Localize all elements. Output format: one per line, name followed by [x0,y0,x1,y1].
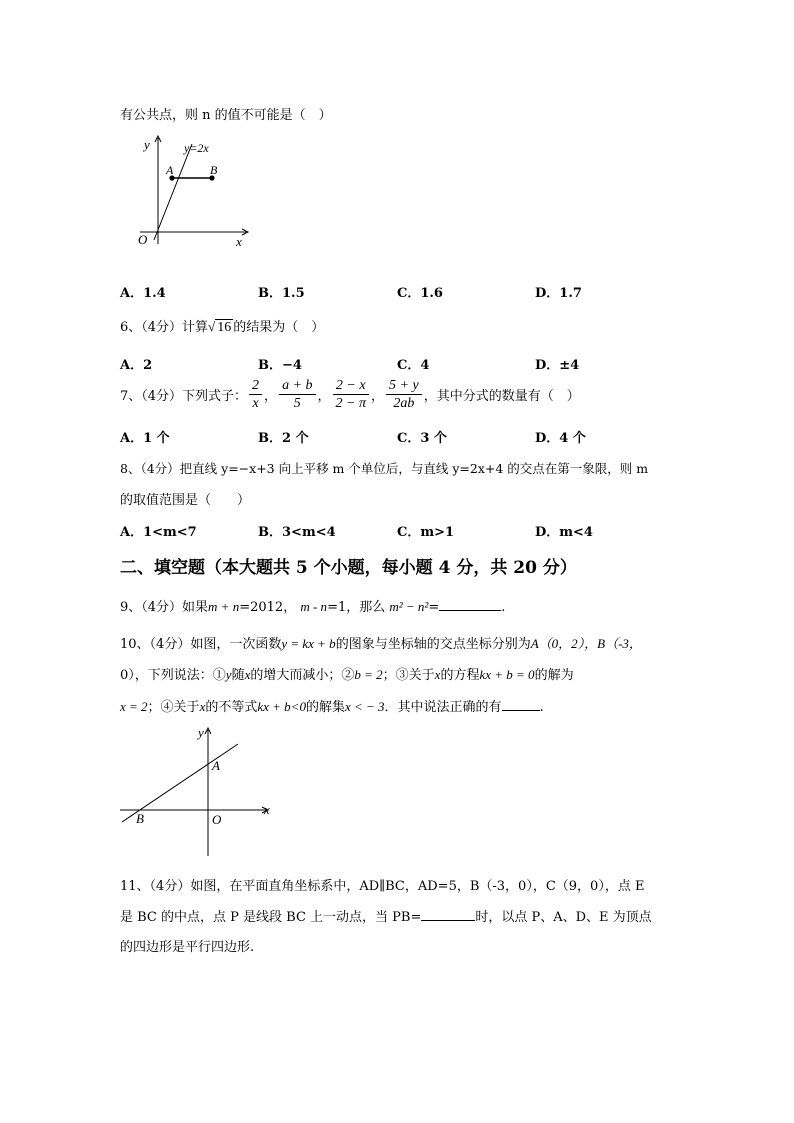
q10-stem-line2: 0），下列说法：①y随x的增大而减小；②b = 2；③关于x的方程kx + b = 0的解为 [120,667,574,683]
q8-stem-line2: 的取值范围是（ ） [120,493,251,508]
q6-option-a[interactable]: A．2 [120,358,153,373]
q7-stem: 7、（4分）下列式子： $\frac{2}{x}$ ， $\frac{a + b}{5}$ ， $\frac{2 - x}{2 - \pi}$ ， $\frac{5 + y}{2ab}$ ，其中分式的数量有（ ） [120,378,580,411]
q5-option-d[interactable]: D．1.7 [535,286,582,301]
q10-point-a-label: A [212,758,220,773]
q5-stem-tail: 有公共点，则 n 的值不可能是（ ） [120,108,332,123]
q8-option-d[interactable]: D．m<4 [535,525,593,540]
q11-stem-line3: 的四边形是平行四边形. [120,940,255,955]
q5-option-a[interactable]: A．1.4 [120,286,166,301]
q7-fraction-3: $\frac{2 - x}{2 - \pi}$ [333,377,369,412]
q10-x-axis-label: x [264,802,270,817]
section-2-heading: 二、填空题（本大题共 5 个小题，每小题 4 分，共 20 分） [120,558,577,578]
q8-option-b[interactable]: B．3<m<4 [258,525,336,540]
q5-origin-label: O [138,232,148,247]
q6-stem: 6、（4分）计算√ 16 的结果为（ ） [120,319,325,335]
q9-stem: 9、（4分）如果m + n=2012， m - n=1，那么 m² − n²= . [120,599,506,615]
q6-option-b[interactable]: B．−4 [258,358,302,373]
q5-option-b[interactable]: B．1.5 [258,286,305,301]
q10-y-axis-label: y [198,725,204,740]
q10-stem-line3: x = 2；④关于x的不等式kx + b<0的解集x < − 3．其中说法正确的有 . [120,699,544,715]
q6-option-c[interactable]: C．4 [397,358,430,373]
q8-stem-line1: 8、（4分）把直线 y=−x+3 向上平移 m 个单位后，与直线 y=2x+4 的交点在第一象限，则 m [120,461,649,476]
q11-stem-line1: 11、（4分）如图，在平面直角坐标系中，AD∥BC，AD=5，B（-3，0），C（9，0），点 E [120,879,645,894]
q5-point-a-label: A [166,163,174,177]
q5-y-axis-label: y [144,137,150,152]
q9-answer-blank[interactable] [439,598,501,611]
q7-option-a[interactable]: A．1 个 [120,431,170,446]
q8-option-a[interactable]: A．1<m<7 [120,525,197,540]
q6-sqrt: √ 16 [208,319,232,335]
q10-answer-blank[interactable] [502,698,540,711]
q7-fraction-4: $\frac{5 + y}{2ab}$ [386,377,422,412]
q10-point-b-label: B [136,811,144,826]
q11-stem-line2: 是 BC 的中点，点 P 是线段 BC 上一动点，当 PB= 时，以点 P、A、D、E 为顶点 [120,910,652,925]
q10-origin-label: O [212,812,222,827]
q8-option-c[interactable]: C．m>1 [397,525,455,540]
q7-fraction-2: $\frac{a + b}{5}$ [279,377,315,412]
q5-x-axis-label: x [236,234,242,249]
q11-answer-blank[interactable] [421,908,475,921]
q5-figure [128,132,258,250]
q10-figure [118,724,278,858]
q6-option-d[interactable]: D．±4 [535,358,580,373]
q5-line-label: y=2x [184,141,209,155]
q7-option-b[interactable]: B．2 个 [258,431,309,446]
q10-stem-line1: 10、（4分）如图，一次函数y = kx + b的图象与坐标轴的交点坐标分别为A（0，2），B（-3， [120,636,642,652]
q7-option-c[interactable]: C．3 个 [397,431,447,446]
q7-option-d[interactable]: D．4 个 [535,431,586,446]
q7-fraction-1: $\frac{2}{x}$ [249,377,262,412]
q5-point-b-label: B [210,163,218,177]
q5-option-c[interactable]: C．1.6 [397,286,443,301]
